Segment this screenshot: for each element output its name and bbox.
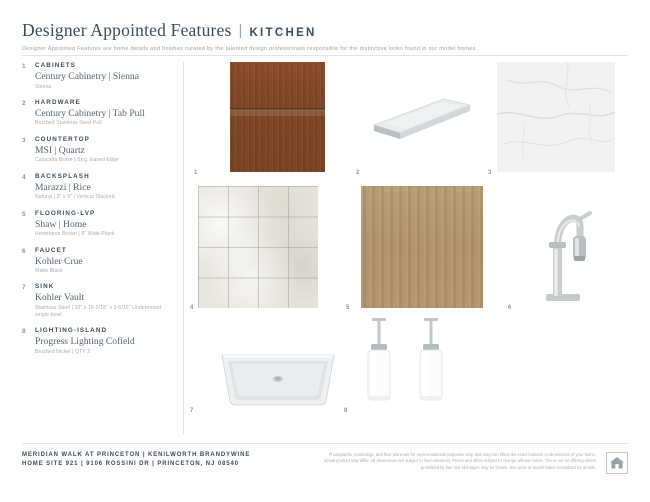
home-site-address: HOME SITE 921 | 9106 ROSSINI DR | PRINCETON, NJ 08540 [22, 461, 240, 467]
sink-swatch [218, 345, 338, 407]
item-number: 5 [22, 210, 26, 218]
swatch-number-3: 3 [488, 170, 492, 176]
item-name: Century Cabinetry | Sienna [35, 71, 139, 82]
wood-grain-texture [230, 62, 325, 172]
item-description: Sienna [35, 83, 52, 90]
swatch-number-5: 5 [346, 305, 350, 311]
item-category: SINK [35, 283, 55, 291]
page-title: Designer Appointed Features [22, 20, 232, 40]
list-item [22, 327, 172, 355]
item-number: 8 [22, 328, 26, 336]
footer-divider [22, 443, 628, 444]
item-number: 4 [22, 173, 26, 181]
item-description: Homespun Brown | 9" Wide Plank [35, 231, 115, 238]
item-description: Natural | 3" x 9" | Vertical Stacked [35, 194, 115, 201]
item-name: MSI | Quartz [35, 144, 85, 156]
item-description: Calacatta Brave | Strg. Eased Edge [35, 157, 119, 164]
list-item [22, 173, 172, 201]
swatch-number-8: 8 [344, 408, 348, 414]
lighting-swatch [352, 318, 464, 410]
cabinet-pull-icon [366, 95, 476, 143]
tile-grid [198, 186, 318, 308]
item-category: HARDWARE [35, 98, 81, 106]
item-category: CABINETS [35, 62, 76, 69]
list-item [22, 210, 172, 238]
item-category: LIGHTING-ISLAND [35, 327, 108, 335]
item-name: Marazzi | Rice [35, 181, 91, 193]
item-description: Matte Black [35, 268, 63, 275]
item-number: 3 [22, 136, 26, 144]
item-number: 2 [22, 99, 26, 107]
list-item [22, 283, 172, 318]
pendant-lights-icon [352, 318, 464, 410]
item-name: Shaw | Home [35, 218, 87, 230]
item-number: 1 [22, 63, 26, 70]
quartz-veining [497, 62, 615, 172]
faucet-swatch [518, 190, 608, 310]
swatch-number-1: 1 [194, 170, 198, 176]
footer-community-info [22, 452, 322, 467]
legal-disclaimer: Photographs, renderings, and floor plans are for representational purposes only, and may not reflect the exact features or dimensions of your home, actual product may differ. All dimensions are subject to field variations. Prices and offers subject to change without notice. This is not an offering where prohibited by law. Not all images may be shown. See price or model Sales Consultant for details. [324, 452, 596, 470]
page-header [22, 20, 628, 52]
swatch-number-6: 6 [508, 305, 512, 311]
sink-icon [218, 345, 338, 407]
page-description: Designer Appointed Features are home details and finishes curated by the talented design professionals responsible for the distinctive looks found in our model homes. [22, 46, 478, 52]
swatch-number-7: 7 [190, 408, 194, 414]
list-item [22, 62, 172, 90]
swatch-number-2: 2 [356, 170, 360, 176]
equal-housing-logo [606, 452, 628, 474]
cabinet-highlight [230, 111, 325, 116]
community-name: MERIDIAN WALK AT PRINCETON | KENILWORTH BRANDYWINE [22, 452, 251, 458]
header-divider [22, 55, 628, 56]
item-number: 7 [22, 284, 26, 292]
item-number: 6 [22, 247, 26, 255]
item-name: Kohler Crue [35, 255, 83, 267]
list-item [22, 136, 172, 164]
title-separator: | [238, 22, 243, 39]
hardware-swatch [366, 95, 476, 143]
house-icon [609, 456, 625, 470]
list-item [22, 247, 172, 275]
countertop-swatch [497, 62, 615, 172]
feature-list [22, 62, 172, 364]
backsplash-swatch [198, 186, 318, 308]
cabinet-swatch [230, 62, 325, 172]
item-name: Kohler Vault [35, 292, 85, 304]
item-category: FAUCET [35, 246, 67, 254]
item-name: Progress Lighting Cofield [35, 336, 135, 348]
vertical-divider [183, 62, 184, 434]
page-subtitle-room: KITCHEN [249, 27, 317, 39]
plank-grain-texture [361, 186, 483, 308]
item-category: COUNTERTOP [35, 135, 90, 143]
swatch-number-4: 4 [190, 305, 194, 311]
item-category: FLOORING-LVP [35, 209, 96, 217]
item-name: Century Cabinetry | Tab Pull [35, 107, 145, 119]
item-description: Stainless Steel | 32" x 18-5/16" x 9-5/16" Undermount single-bowl [35, 304, 162, 318]
flooring-swatch [361, 186, 483, 308]
list-item [22, 99, 172, 127]
item-category: BACKSPLASH [35, 172, 90, 180]
faucet-icon [518, 190, 608, 310]
title-row [22, 20, 628, 41]
item-description: Brushed Nickel | QTY 2 [35, 348, 91, 355]
item-description: Brushed Stainless Steel Pull [35, 120, 102, 127]
